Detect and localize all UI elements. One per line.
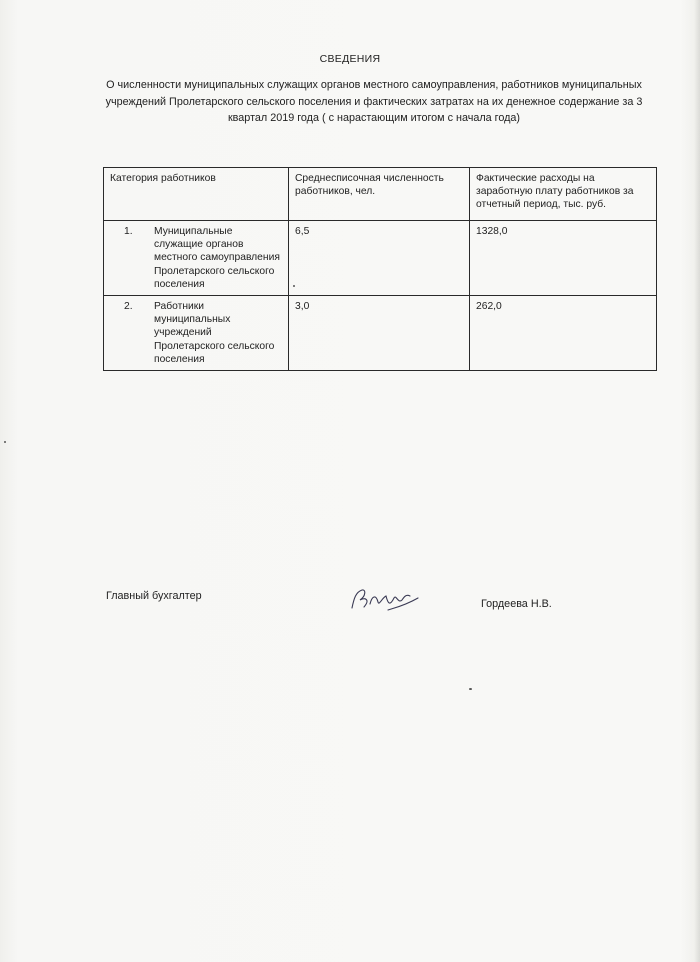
- row-category-cell: [104, 221, 289, 296]
- header-headcount: Среднесписочная численность работников, чел.: [289, 168, 470, 221]
- page-edge-shadow: [694, 0, 700, 962]
- staff-expenses-table: [103, 167, 657, 371]
- scan-speck: [4, 441, 6, 443]
- table-header-row: [104, 168, 657, 221]
- table-row: [104, 296, 657, 371]
- row-headcount: 3,0: [289, 296, 470, 371]
- row-category: Работники муниципальных учреждений Пролетарского сельского поселения: [154, 301, 275, 365]
- header-expenses: Фактические расходы на заработную плату работников за отчетный период, тыс. руб.: [470, 168, 657, 221]
- row-headcount: 6,5: [289, 221, 470, 296]
- table-row: [104, 221, 657, 296]
- signatory-name: Гордеева Н.В.: [481, 598, 552, 610]
- handwritten-signature: [348, 580, 428, 620]
- row-expenses: 1328,0: [470, 221, 657, 296]
- row-expenses: 262,0: [470, 296, 657, 371]
- signatory-role: Главный бухгалтер: [106, 590, 202, 602]
- row-number: 2.: [124, 301, 133, 313]
- row-category: Муниципальные служащие органов местного самоуправления Пролетарского сельского поселения: [154, 226, 280, 290]
- row-number: 1.: [124, 226, 133, 237]
- header-category: Категория работников: [104, 168, 289, 221]
- scan-speck: [293, 285, 295, 287]
- scan-speck: [469, 688, 472, 690]
- row-category-cell: [104, 296, 289, 371]
- document-subtitle: О численности муниципальных служащих органов местного самоуправления, работников муниципальных учреждений Пролетарского сельского поселения и фактических затратах на их денежное содержание за 3 квартал 2019 года ( с нарастающим итогом с начала года): [105, 79, 643, 124]
- document-title: СВЕДЕНИЯ: [319, 53, 381, 65]
